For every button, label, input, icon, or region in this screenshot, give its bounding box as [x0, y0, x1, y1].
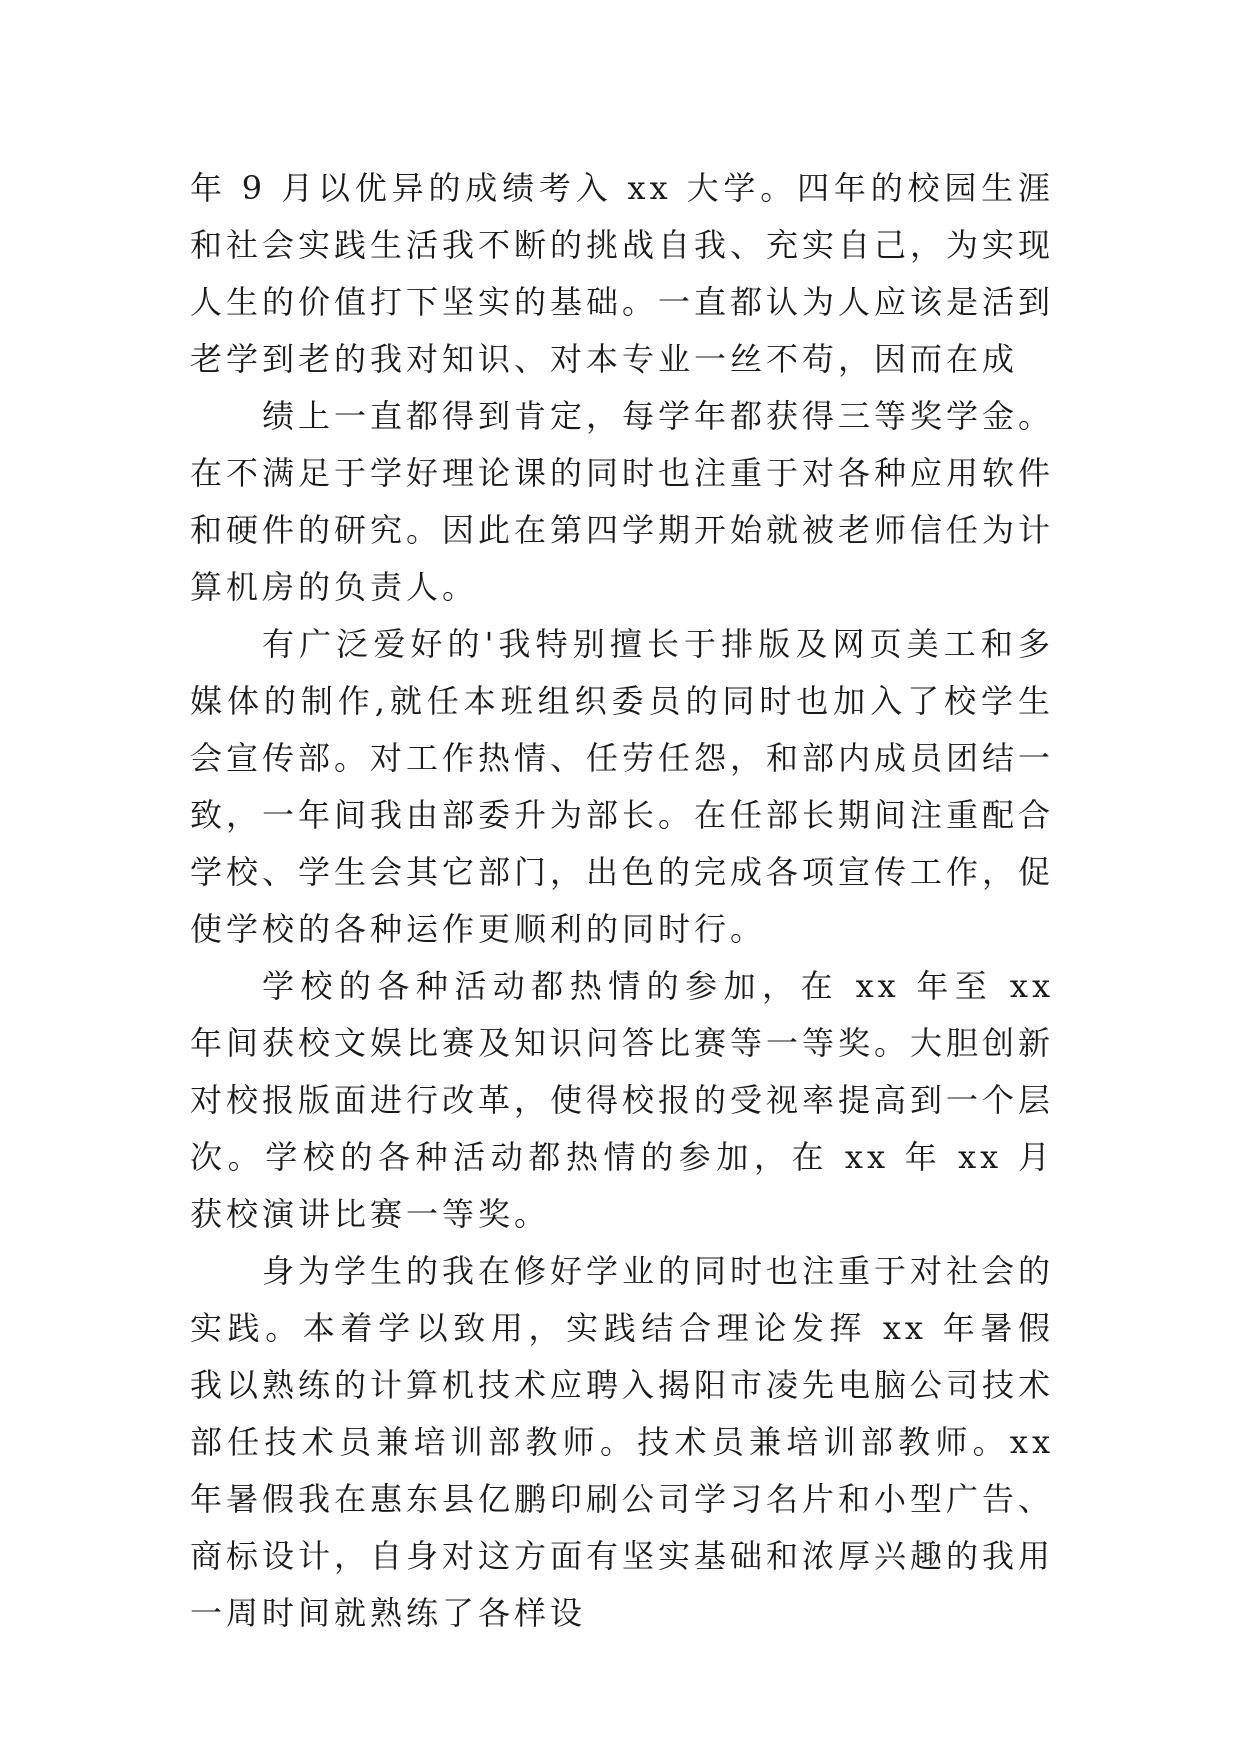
paragraph-1: 年 9 月以优异的成绩考入 xx 大学。四年的校园生涯和社会实践生活我不断的挑战自我、充实自己，为实现人生的价值打下坚实的基础。一直都认为人应该是活到老学到老的我对知识、对本专业一丝不苟，因而在成 [190, 169, 1055, 378]
paragraph-3: 有广泛爱好的'我特别擅长于排版及网页美工和多媒体的制作,就任本班组织委员的同时也加入了校学生会宣传部。对工作热情、任劳任怨，和部内成员团结一致，一年间我由部委升为部长。在任部长期间注重配合学校、学生会其它部门，出色的完成各项宣传工作，促使学校的各种运作更顺利的同时行。 [190, 625, 1055, 948]
paragraph-5: 身为学生的我在修好学业的同时也注重于对社会的实践。本着学以致用，实践结合理论发挥 xx 年暑假我以熟练的计算机技术应聘入揭阳市凌先电脑公司技术部任技术员兼培训部教师。技术员兼培训部教师。xx 年暑假我在惠东县亿鹏印刷公司学习名片和小型广告、商标设计，自身对这方面有坚实基础和浓厚兴趣的我用一周时间就熟练了各样设 [190, 1252, 1055, 1632]
paragraph-4: 学校的各种活动都热情的参加，在 xx 年至 xx 年间获校文娱比赛及知识问答比赛等一等奖。大胆创新对校报版面进行改革，使得校报的受视率提高到一个层次。学校的各种活动都热情的参加，在 xx 年 xx 月获校演讲比赛一等奖。 [190, 967, 1055, 1233]
paragraph-2: 绩上一直都得到肯定，每学年都获得三等奖学金。在不满足于学好理论课的同时也注重于对各种应用软件和硬件的研究。因此在第四学期开始就被老师信任为计算机房的负责人。 [190, 397, 1055, 606]
body-text [190, 160, 1054, 1642]
